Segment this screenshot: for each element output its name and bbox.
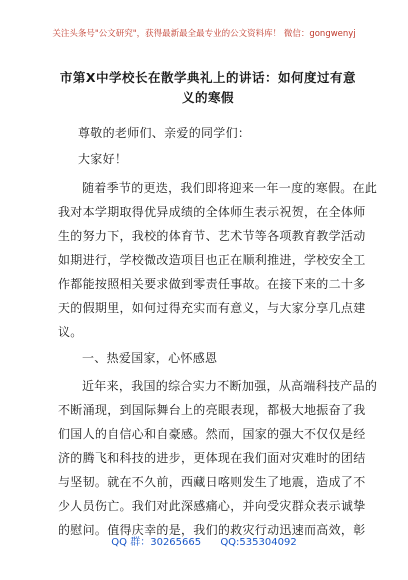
- qq-number: QQ:535304092: [220, 537, 297, 548]
- paragraph-line: 近年来，我国的综合实力不断加强，从高端科技产品的: [82, 379, 378, 393]
- paragraph-line: 生的努力下，我校的体育节、艺术节等各项教育教学活动: [58, 229, 366, 243]
- greeting: 大家好！: [78, 152, 128, 166]
- paragraph-line: 的慰问。值得庆幸的是，我们的救灾行动迅速而高效，彰: [58, 523, 366, 537]
- paragraph-line: 议。: [58, 325, 83, 339]
- salutation: 尊敬的老师们、亲爱的同学们：: [78, 126, 251, 140]
- paragraph-line: 们国人的自信心和自豪感。然而，国家的强大不仅仅是经: [58, 427, 366, 441]
- header-note: 关注头条号"公文研究"，获得最新最全最专业的公文资料库！ 微信：gongwenyj: [52, 29, 356, 39]
- document-title: 市第X中学校长在散学典礼上的讲话：如何度过有意义的寒假: [59, 70, 357, 105]
- paragraph-line: 与坚韧。就在不久前，西藏日喀则发生了地震，造成了不: [58, 475, 366, 489]
- paragraph-line: 随着季节的更迭，我们即将迎来一年一度的寒假。在此: [82, 181, 378, 195]
- paragraph-line: 济的腾飞和科技的进步，更体现在我们面对灾难时的团结: [58, 451, 366, 465]
- paragraph-line: 天的假期里，如何过得充实而有意义，与大家分享几点建: [58, 301, 366, 315]
- paragraph-line: 我对本学期取得优异成绩的全体师生表示祝贺，在全体师: [58, 205, 366, 219]
- paragraph-line: 作都能按照相关要求做到零责任事故。在接下来的二十多: [58, 277, 366, 291]
- paragraph-line: 少人员伤亡。我们对此深感痛心，并向受灾群众表示诚挚: [58, 499, 366, 513]
- footer-contact: [0, 533, 408, 548]
- paragraph-line: 不断涌现，到国际舞台上的亮眼表现，都极大地振奋了我: [58, 403, 366, 417]
- paragraph-line: 如期进行，学校微改造项目也正在顺利推进，学校安全工: [58, 253, 366, 267]
- qq-group-number: QQ 群：30265665: [111, 537, 202, 548]
- section-heading: 一、热爱国家，心怀感恩: [82, 351, 218, 365]
